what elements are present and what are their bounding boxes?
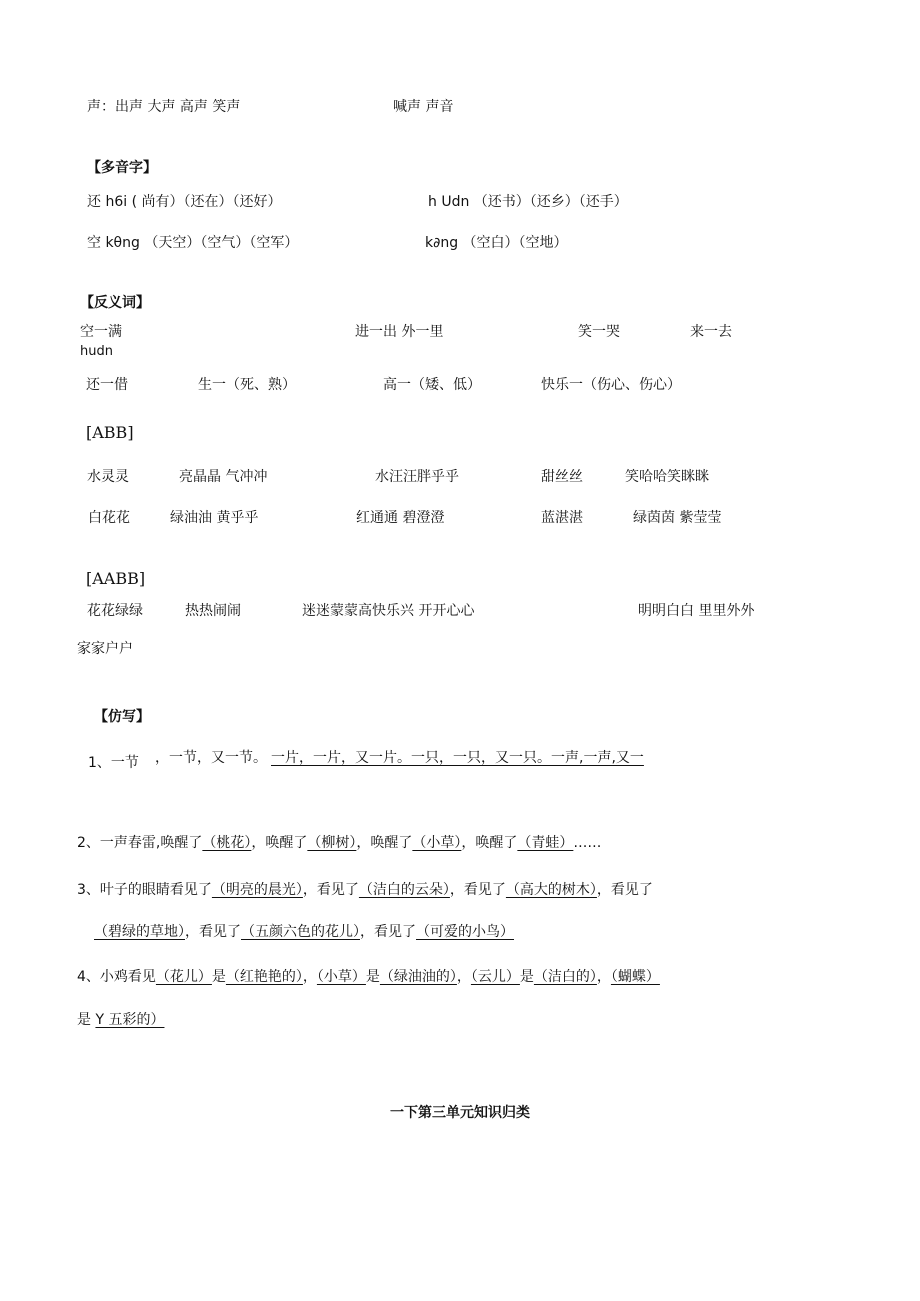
abb-word: 绿茵茵 紫莹莹 (633, 510, 722, 526)
answer-blank: Y 五彩的） (95, 1012, 165, 1028)
imitate-heading: 【仿写】 (94, 709, 150, 725)
item-text: ，看见了 (596, 882, 653, 898)
item-text: ，看见了 (449, 882, 506, 898)
abb-word: 红通通 碧澄澄 (356, 510, 445, 526)
answer-blank: （可爱的小鸟） (416, 924, 514, 940)
antonym-item: 空一满 (80, 324, 122, 340)
polyphonic-huan-huan: h Udn （还书）（还乡）（还手） (428, 194, 628, 210)
imitate-item-3-continued (94, 925, 514, 939)
abb-heading: [ABB] (86, 423, 134, 442)
answer-blank: （蝴蝶） (610, 969, 660, 985)
item-text: 是 (77, 1012, 91, 1028)
abb-word: 白花花 (88, 510, 130, 526)
abb-word: 绿油油 黄乎乎 (170, 510, 259, 526)
abb-word: 亮晶晶 气冲冲 (179, 469, 268, 485)
polyphonic-huan-hai: 还 h6i ( 尚有）（还在）（还好） (87, 194, 282, 210)
aabb-word: 家家户户 (77, 641, 133, 657)
aabb-word: 热热闹闹 (185, 603, 241, 619)
abb-word: 笑哈哈笑眯眯 (625, 469, 709, 485)
antonym-item: 笑一哭 (578, 324, 620, 340)
answer-blank: （桃花） (202, 835, 252, 851)
polyphonic-kong-4: k∂ng （空白）（空地） (425, 235, 568, 251)
item-text: …… (573, 835, 602, 851)
item-text: ，看见了 (302, 882, 359, 898)
sheng-words: 声：出声 大声 高声 笑声 (87, 99, 241, 115)
answer-blank: （碧绿的草地） (94, 924, 185, 940)
imitate-item-4-continued (77, 1013, 164, 1027)
answer-blank: （五颜六色的花儿） (241, 924, 360, 940)
imitate-item-4 (77, 970, 660, 984)
answer-blank: （明亮的晨光） (211, 882, 303, 898)
antonym-item: 快乐一（伤心、伤心） (541, 377, 681, 393)
answer-blank: （花儿） (155, 969, 212, 985)
abb-word: 蓝湛湛 (541, 510, 583, 526)
abb-word: 水汪汪胖乎乎 (375, 469, 459, 485)
antonyms-heading: 【反义词】 (80, 295, 150, 311)
unit-title: 一下第三单元知识归类 (390, 1105, 530, 1121)
item-lead: 2、一声春雷,唤醒了 (77, 835, 203, 851)
antonym-item: 高一（矮、低） (383, 377, 481, 393)
antonym-item: 来一去 (690, 324, 732, 340)
answer-blank: （小草） (412, 835, 462, 851)
answer-blank: （小草） (316, 969, 366, 985)
imitate-item-1-text: ，一节，又一节。 (155, 750, 267, 766)
item-text: ， (596, 969, 611, 985)
sheng-words-extra: 喊声 声音 (393, 99, 454, 115)
antonym-item: 生一（死、熟） (198, 377, 296, 393)
item-text: 是 (365, 969, 380, 985)
item-text: ，看见了 (360, 924, 416, 940)
answer-blank: （洁白的） (533, 969, 597, 985)
item-text: 是 (519, 969, 534, 985)
pinyin-note: hudn (80, 344, 113, 359)
answer-blank: （云儿） (470, 969, 520, 985)
answer-blank: （洁白的云朵） (358, 882, 450, 898)
item-text: ，唤醒了 (461, 835, 518, 851)
answer-blank: （柳树） (307, 835, 357, 851)
item-lead: 3、叶子的眼睛看见了 (77, 882, 212, 898)
item-text: ，唤醒了 (251, 835, 308, 851)
imitate-item-2 (77, 836, 601, 850)
answer-blank: （红艳艳的） (225, 969, 303, 985)
abb-word: 甜丝丝 (541, 469, 583, 485)
item-text: 是 (211, 969, 226, 985)
imitate-item-1-lead: 1、一节 (88, 755, 139, 771)
antonym-item: 还一借 (86, 377, 128, 393)
aabb-heading: [AABB] (86, 569, 146, 588)
item-text: ，看见了 (185, 924, 241, 940)
imitate-item-3 (77, 883, 653, 897)
polyphonic-heading: 【多音字】 (87, 160, 157, 176)
item-lead: 4、小鸡看见 (77, 969, 156, 985)
item-text: ， (456, 969, 471, 985)
abb-word: 水灵灵 (87, 469, 129, 485)
polyphonic-kong-1: 空 kθng （天空）（空气）（空军） (87, 235, 299, 251)
antonym-item: 进一出 外一里 (355, 324, 444, 340)
aabb-word: 花花绿绿 (87, 603, 143, 619)
answer-blank: （绿油油的） (379, 969, 457, 985)
aabb-word: 迷迷蒙蒙高快乐兴 开开心心 (302, 603, 475, 619)
answer-blank: （青蛙） (517, 835, 574, 851)
imitate-item-1-answer: 一片，一片，又一片。一只，一只，又一只。一声,一声,又一 (271, 750, 644, 766)
item-text: ，唤醒了 (356, 835, 413, 851)
aabb-word: 明明白白 里里外外 (638, 603, 755, 619)
answer-blank: （高大的树木） (505, 882, 597, 898)
item-text: ， (302, 969, 317, 985)
